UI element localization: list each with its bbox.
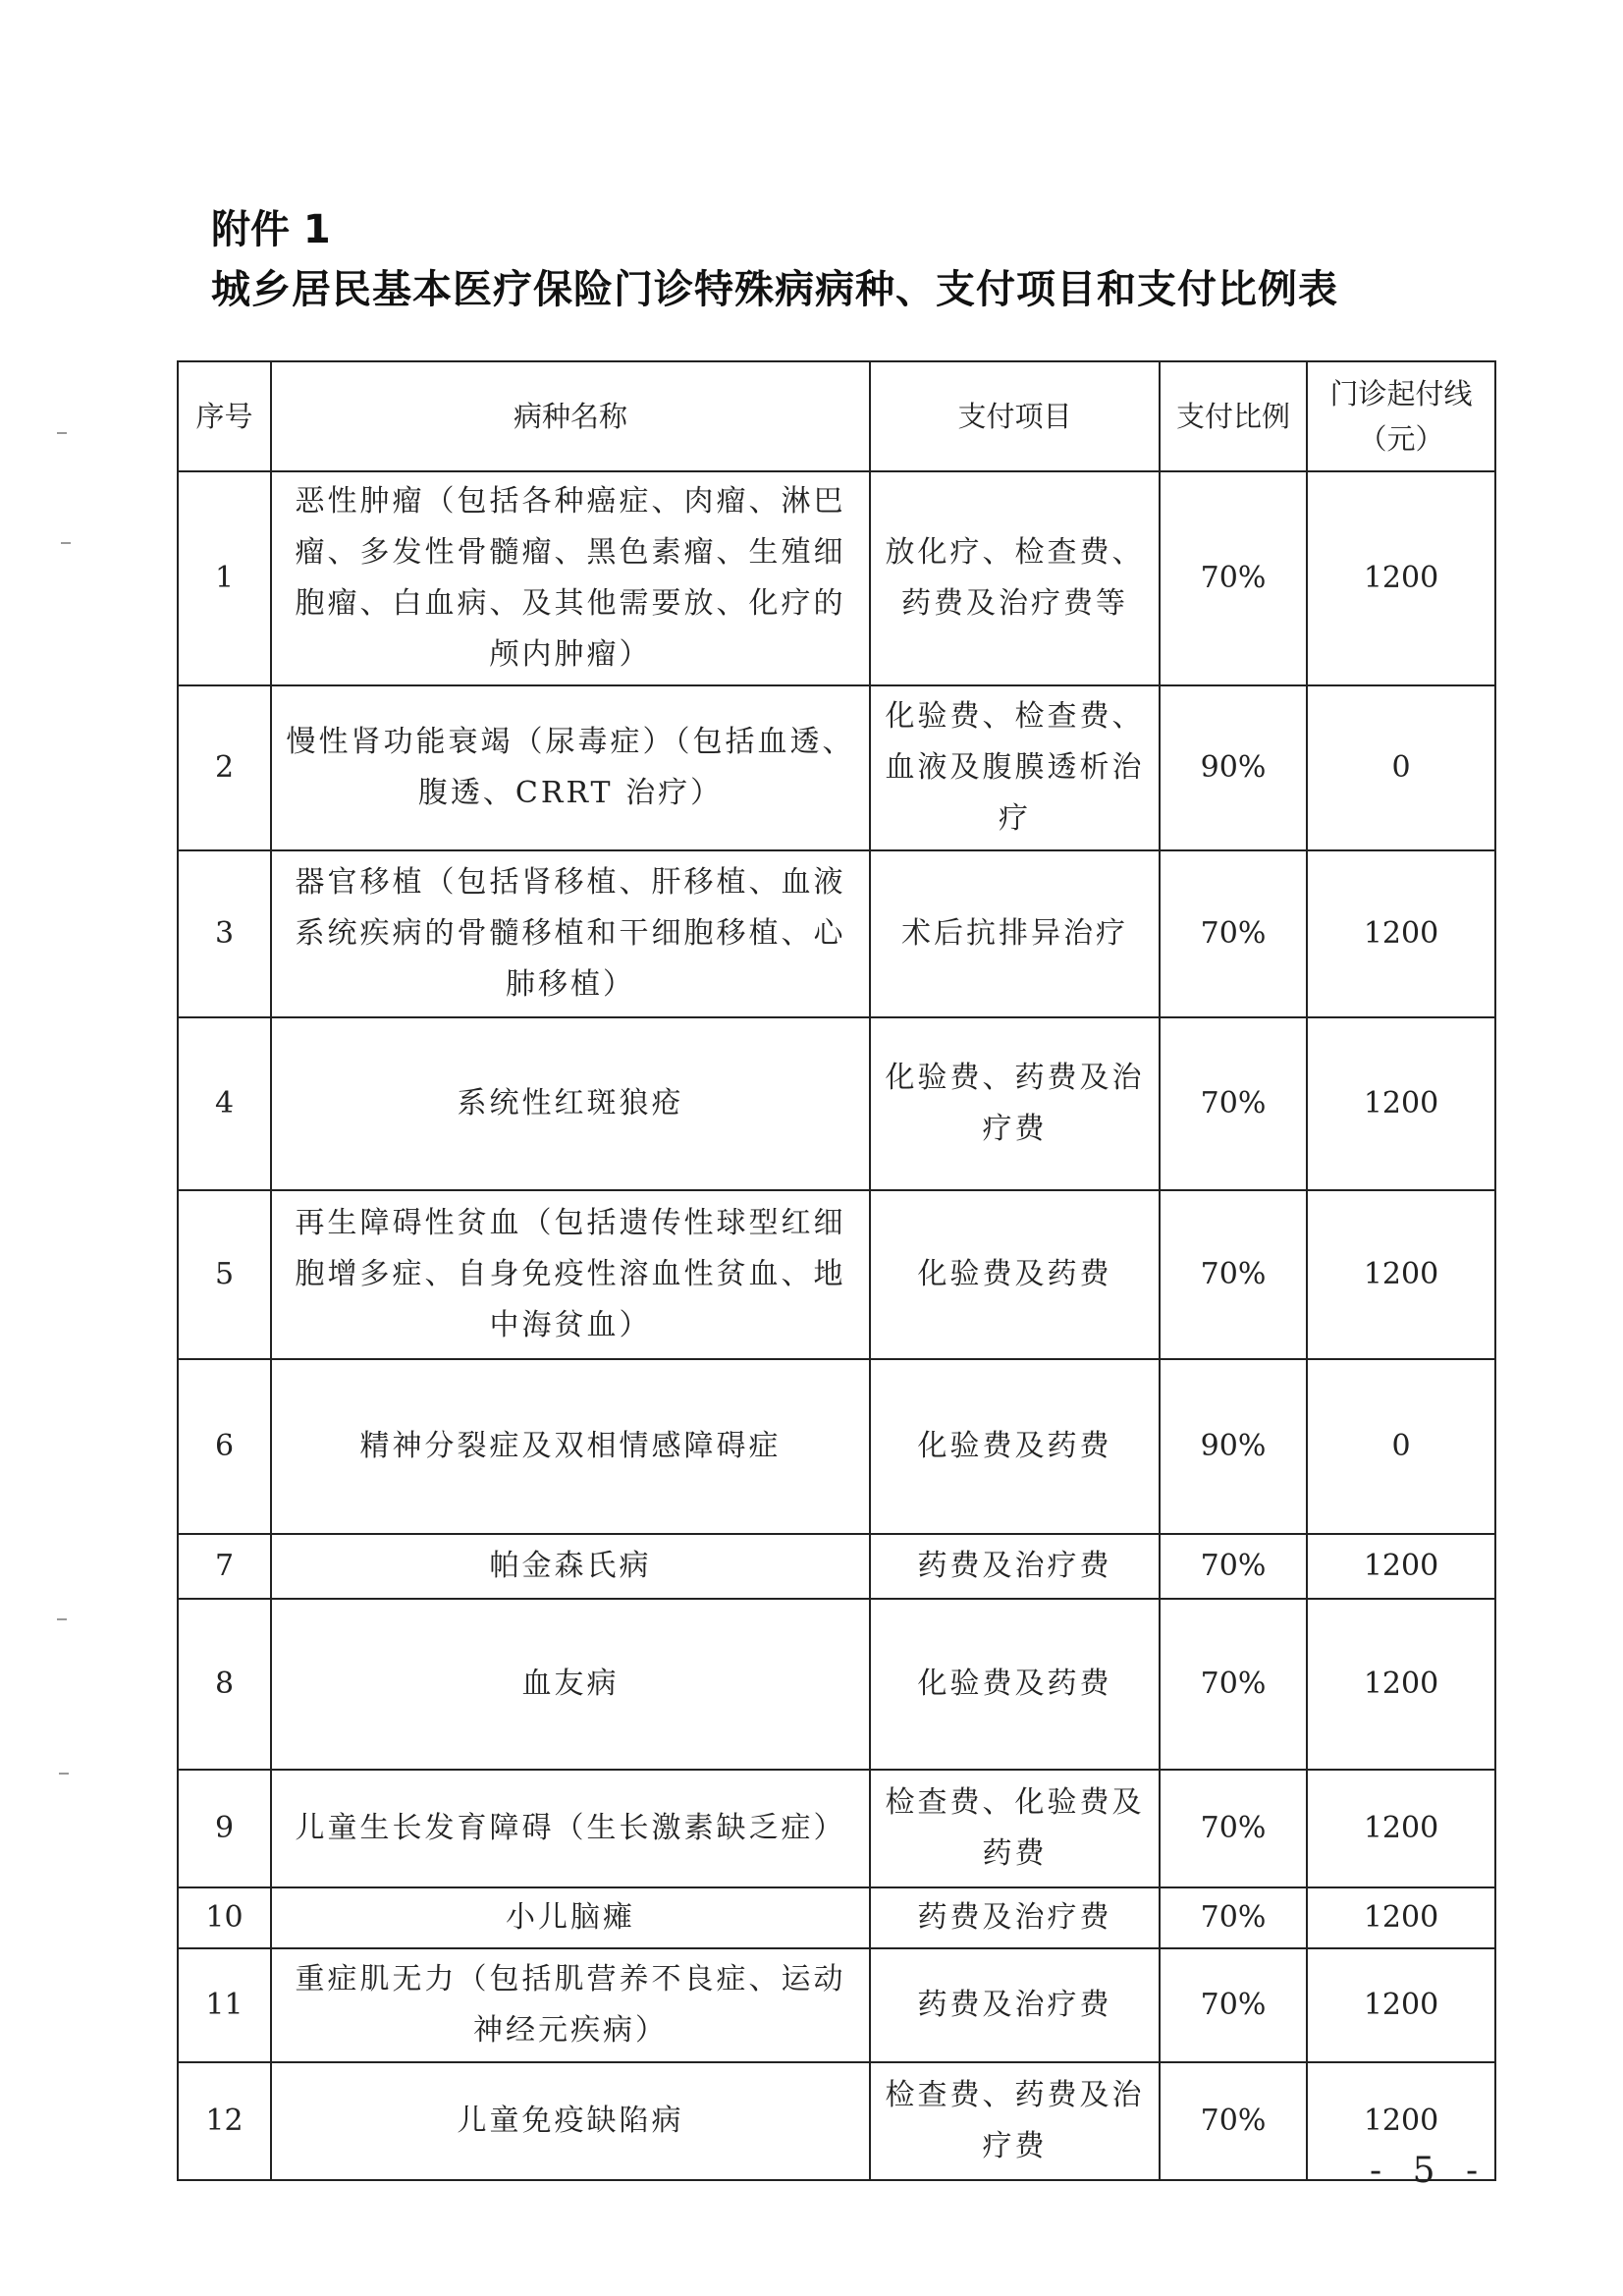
- cell-name: 儿童免疫缺陷病: [271, 2062, 870, 2180]
- cell-items: 化验费、药费及治疗费: [870, 1017, 1160, 1190]
- cell-items: 检查费、化验费及药费: [870, 1770, 1160, 1887]
- scan-speck: [59, 1773, 69, 1775]
- header-no: 序号: [178, 361, 271, 471]
- cell-items: 化验费、检查费、血液及腹膜透析治疗: [870, 685, 1160, 850]
- cell-name: 慢性肾功能衰竭（尿毒症）（包括血透、腹透、CRRT 治疗）: [271, 685, 870, 850]
- cell-threshold: 1200: [1307, 2062, 1495, 2180]
- cell-items: 药费及治疗费: [870, 1534, 1160, 1599]
- cell-name: 器官移植（包括肾移植、肝移植、血液系统疾病的骨髓移植和干细胞移植、心肺移植）: [271, 850, 870, 1017]
- header-rate: 支付比例: [1160, 361, 1307, 471]
- cell-items: 药费及治疗费: [870, 1887, 1160, 1948]
- page-title: 城乡居民基本医疗保险门诊特殊病病种、支付项目和支付比例表: [211, 267, 1338, 312]
- cell-threshold: 1200: [1307, 850, 1495, 1017]
- table-row: [178, 685, 1495, 850]
- cell-threshold: 0: [1307, 1359, 1495, 1534]
- cell-no: 11: [178, 1948, 271, 2062]
- scan-speck: [61, 542, 71, 544]
- scan-speck: [57, 432, 67, 434]
- cell-no: 3: [178, 850, 271, 1017]
- cell-no: 9: [178, 1770, 271, 1887]
- table-row: [178, 1534, 1495, 1599]
- cell-name: 精神分裂症及双相情感障碍症: [271, 1359, 870, 1534]
- cell-rate: 70%: [1160, 1017, 1307, 1190]
- table-row: [178, 1948, 1495, 2062]
- cell-name: 重症肌无力（包括肌营养不良症、运动神经元疾病）: [271, 1948, 870, 2062]
- cell-no: 4: [178, 1017, 271, 1190]
- cell-rate: 70%: [1160, 2062, 1307, 2180]
- page-number: - 5 -: [1370, 2151, 1488, 2191]
- cell-no: 2: [178, 685, 271, 850]
- cell-items: 药费及治疗费: [870, 1948, 1160, 2062]
- cell-rate: 90%: [1160, 685, 1307, 850]
- cell-no: 10: [178, 1887, 271, 1948]
- cell-name: 系统性红斑狼疮: [271, 1017, 870, 1190]
- header-items: 支付项目: [870, 361, 1160, 471]
- cell-rate: 70%: [1160, 1887, 1307, 1948]
- cell-threshold: 1200: [1307, 1948, 1495, 2062]
- table-row: [178, 471, 1495, 685]
- table-row: [178, 1887, 1495, 1948]
- cell-no: 6: [178, 1359, 271, 1534]
- cell-rate: 70%: [1160, 1599, 1307, 1770]
- cell-name: 血友病: [271, 1599, 870, 1770]
- cell-name: 帕金森氏病: [271, 1534, 870, 1599]
- cell-rate: 70%: [1160, 850, 1307, 1017]
- document-heading: [211, 201, 1338, 321]
- cell-name: 恶性肿瘤（包括各种癌症、肉瘤、淋巴瘤、多发性骨髓瘤、黑色素瘤、生殖细胞瘤、白血病、及其他需要放、化疗的颅内肿瘤）: [271, 471, 870, 685]
- cell-rate: 70%: [1160, 471, 1307, 685]
- table-row: [178, 1770, 1495, 1887]
- attachment-label: 附件 1: [211, 207, 331, 252]
- cell-rate: 90%: [1160, 1359, 1307, 1534]
- table-row: [178, 1359, 1495, 1534]
- scan-speck: [57, 1618, 67, 1620]
- header-threshold: 门诊起付线（元）: [1307, 361, 1495, 471]
- table-row: [178, 850, 1495, 1017]
- cell-rate: 70%: [1160, 1190, 1307, 1359]
- cell-name: 再生障碍性贫血（包括遗传性球型红细胞增多症、自身免疫性溶血性贫血、地中海贫血）: [271, 1190, 870, 1359]
- cell-rate: 70%: [1160, 1770, 1307, 1887]
- cell-items: 化验费及药费: [870, 1190, 1160, 1359]
- cell-items: 检查费、药费及治疗费: [870, 2062, 1160, 2180]
- table-row: [178, 2062, 1495, 2180]
- cell-threshold: 1200: [1307, 1017, 1495, 1190]
- cell-no: 8: [178, 1599, 271, 1770]
- table-row: [178, 1017, 1495, 1190]
- cell-threshold: 1200: [1307, 1534, 1495, 1599]
- cell-name: 儿童生长发育障碍（生长激素缺乏症）: [271, 1770, 870, 1887]
- cell-threshold: 1200: [1307, 1887, 1495, 1948]
- cell-rate: 70%: [1160, 1948, 1307, 2062]
- cell-threshold: 1200: [1307, 471, 1495, 685]
- cell-no: 5: [178, 1190, 271, 1359]
- cell-threshold: 1200: [1307, 1599, 1495, 1770]
- header-name: 病种名称: [271, 361, 870, 471]
- cell-no: 1: [178, 471, 271, 685]
- cell-threshold: 1200: [1307, 1770, 1495, 1887]
- cell-threshold: 1200: [1307, 1190, 1495, 1359]
- cell-items: 化验费及药费: [870, 1599, 1160, 1770]
- cell-no: 12: [178, 2062, 271, 2180]
- table-row: [178, 1190, 1495, 1359]
- cell-rate: 70%: [1160, 1534, 1307, 1599]
- cell-name: 小儿脑瘫: [271, 1887, 870, 1948]
- table-header-row: [178, 361, 1495, 471]
- cell-items: 化验费及药费: [870, 1359, 1160, 1534]
- cell-items: 术后抗排异治疗: [870, 850, 1160, 1017]
- table-row: [178, 1599, 1495, 1770]
- cell-threshold: 0: [1307, 685, 1495, 850]
- disease-payment-table: [177, 360, 1496, 2181]
- cell-items: 放化疗、检查费、药费及治疗费等: [870, 471, 1160, 685]
- cell-no: 7: [178, 1534, 271, 1599]
